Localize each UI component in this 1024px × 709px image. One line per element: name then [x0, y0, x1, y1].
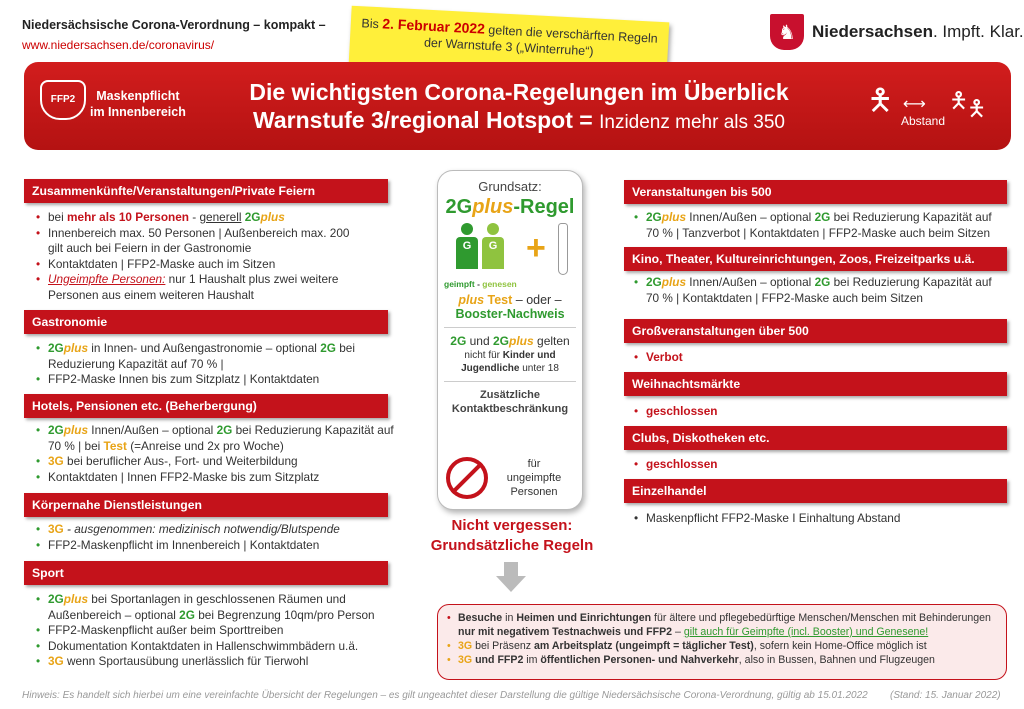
document-title: Niedersächsische Corona-Verordnung – kompakt –: [22, 18, 326, 32]
text: 3G: [48, 654, 64, 668]
text: bei Begrenzung 10qm/pro Person: [194, 607, 375, 622]
text: Personen: [510, 486, 558, 498]
section-body-title: Körpernahe Dienstleistungen: [24, 493, 388, 517]
text: und: [466, 334, 493, 348]
gatherings-list: [34, 210, 394, 303]
list-item: [446, 639, 996, 653]
section-clubs-title: Clubs, Diskotheken etc.: [624, 426, 1007, 450]
events500-list: [632, 210, 1008, 241]
list-item: [34, 272, 394, 303]
xmas-list: [632, 404, 1008, 420]
text: bei: [48, 210, 68, 224]
fig-letter: G: [482, 237, 504, 269]
vaccinated-recovered-figures: [438, 223, 582, 279]
text: – oder –: [512, 293, 562, 307]
text: Heimen und Einrichtungen: [516, 612, 652, 624]
reminder-heading: [420, 516, 604, 556]
test-swab-icon: [558, 223, 568, 275]
text: mehr als 10 Personen: [67, 210, 189, 224]
contact-restriction: [438, 388, 582, 416]
text: gilt auch bei Feiern in der Gastronomie: [48, 241, 252, 255]
list-item: [34, 654, 394, 670]
text: Außenbereich – optional: [48, 607, 180, 622]
text: bei Reduzierung Kapazität auf: [830, 275, 992, 289]
text: im: [523, 654, 541, 666]
text: 3G: [458, 640, 473, 652]
text: in: [502, 612, 517, 624]
divider: [444, 327, 576, 328]
banner-title-line1: Die wichtigsten Corona-Regelungen im Überblick: [249, 79, 789, 105]
text: plus: [472, 196, 514, 218]
kids-exemption: [438, 334, 582, 375]
list-item: [632, 275, 1008, 306]
text: –: [672, 626, 684, 638]
plus-test: [438, 293, 582, 307]
horse-crest-icon: ♞: [770, 14, 804, 50]
big-events-list: [632, 350, 1008, 366]
text: gelten: [533, 334, 570, 348]
list-item: [34, 592, 394, 623]
footer-hint: Hinweis: Es handelt sich hierbei um eine vereinfachte Übersicht der Regelungen – es gilt ungeachtet dieser Darstellung die gültige Niedersächsische Corona-Verordnung, gültig ab 15.01.2022: [22, 690, 868, 701]
list-item: [34, 210, 394, 226]
footer-stand: (Stand: 15. Januar 2022): [890, 690, 1001, 701]
distance-pictogram: [867, 84, 987, 134]
text: FFP2-Maske Innen bis zum Sitzplatz | Kontaktdaten: [48, 372, 320, 386]
text: 70 % | bei: [48, 438, 104, 453]
brand-bold: Niedersachsen: [812, 22, 933, 41]
text: und FFP2: [472, 654, 524, 666]
text: in Innen- und Außengastronomie – optional: [88, 341, 321, 355]
body-services-list: [34, 522, 394, 553]
vaccinated-person-icon: [456, 223, 478, 273]
text: Test: [103, 438, 127, 453]
section-xmas-title: Weihnachtsmärkte: [624, 372, 1007, 396]
no-syringe-icon: [446, 457, 488, 499]
text: für ältere und pflegebedürftige Menschen/Menschen mit Behinderungen: [651, 612, 991, 624]
list-item: [34, 454, 396, 470]
text: 70 % | Kontaktdaten | FFP2-Maske auch beim Sitzen: [646, 290, 923, 305]
text: Innen/Außen – optional: [686, 275, 815, 289]
text: generell: [199, 210, 242, 224]
sport-list: [34, 592, 394, 670]
text: ungeimpfte: [506, 472, 562, 484]
banner-title: [239, 78, 799, 137]
list-item: [34, 470, 396, 486]
text: Jugendliche: [461, 363, 520, 374]
text: unter 18: [519, 363, 559, 374]
recovered-person-icon: [482, 223, 504, 273]
text: 2G: [216, 423, 233, 437]
text: wenn Sportausübung unerlässlich für Tierwohl: [63, 654, 309, 668]
list-item: [34, 639, 394, 655]
section-retail-title: Einzelhandel: [624, 479, 1007, 503]
list-item: [446, 611, 996, 639]
section-hotels-title: Hotels, Pensionen etc. (Beherbergung): [24, 394, 388, 418]
text: plus: [509, 334, 534, 348]
text: , also in Bussen, Bahnen und Flugzeugen: [738, 654, 935, 666]
brand-rest: . Impft. Klar.: [932, 22, 1024, 41]
text: bei: [335, 341, 355, 355]
note-line2: der Warnstufe 3 („Winterruhe“): [423, 35, 594, 59]
clubs-list: [632, 457, 1008, 473]
list-item: [34, 341, 394, 372]
text: Kontaktdaten | FFP2-Maske auch im Sitzen: [48, 256, 276, 271]
text: -: [474, 279, 483, 289]
principle-sub: Grundsatz:: [478, 179, 542, 194]
brand-logo: [770, 14, 1024, 50]
text: Verbot: [646, 350, 683, 364]
list-item: [446, 653, 996, 667]
text: plus: [661, 210, 687, 224]
booster-proof: Booster-Nachweis: [455, 307, 565, 321]
list-item: [34, 423, 396, 454]
section-culture-title: Kino, Theater, Kultureinrichtungen, Zoos, Freizeitparks u.ä.: [624, 247, 1007, 271]
section-gatherings-title: Zusammenkünfte/Veranstaltungen/Private Feiern: [24, 179, 388, 203]
text: plus: [260, 210, 285, 224]
list-item: [632, 511, 1008, 527]
text: 2G: [450, 334, 467, 348]
rule-title: [438, 196, 582, 219]
mask-label: FFP2: [50, 94, 76, 105]
text: Zusätzliche: [480, 389, 540, 401]
text: für: [527, 458, 541, 470]
person-icon: 🯅: [949, 88, 969, 113]
divider: [444, 381, 576, 382]
text: am Arbeitsplatz (ungeimpft = täglicher Test): [533, 640, 754, 652]
list-item: [34, 623, 394, 639]
text: Test: [484, 293, 513, 307]
list-item: [632, 404, 1008, 420]
unvaccinated-label: [494, 457, 574, 499]
text: 2G: [48, 592, 64, 606]
text: geschlossen: [646, 457, 718, 471]
retail-list: [632, 511, 1008, 527]
section-big-events-title: Großveranstaltungen über 500: [624, 319, 1007, 343]
text: 2G: [244, 210, 261, 224]
double-arrow-icon: ⟷: [903, 96, 926, 113]
text: Innen/Außen – optional: [88, 423, 217, 437]
fig-letter: G: [456, 237, 478, 269]
plus-icon: +: [526, 229, 546, 267]
list-item: [34, 372, 394, 388]
text: Maskenpflicht FFP2-Maske I Einhaltung Abstand: [646, 511, 901, 525]
text: nur 1 Haushalt plus zwei weitere: [165, 272, 339, 286]
text: bei Reduzierung Kapazität auf: [232, 423, 394, 437]
caption-vaccinated: geimpft: [444, 279, 475, 289]
text: 2G: [646, 210, 662, 224]
text: nur mit negativem Testnachweis und FFP2: [458, 626, 673, 638]
text: 2G: [646, 275, 662, 289]
text: plus: [63, 341, 89, 355]
culture-list: [632, 275, 1008, 306]
mask-line2: im Innenbereich: [90, 105, 186, 119]
text: (=Anreise und 2x pro Woche): [126, 438, 284, 453]
text: Nicht vergessen:: [451, 517, 573, 534]
text: Innenbereich max. 50 Personen | Außenbereich max. 200: [48, 225, 350, 240]
section-sport-title: Sport: [24, 561, 388, 585]
text: bei Präsenz: [472, 640, 534, 652]
list-item: [34, 226, 394, 257]
note-line1-post: gelten die verschärften Regeln: [484, 22, 659, 46]
text: öffentlichen Personen- und Nahverkehr: [540, 654, 739, 666]
text: Kinder und: [502, 350, 556, 361]
text: - ausgenommen: medizinisch notwendig/Blutspende: [63, 522, 340, 536]
text: 3G: [48, 454, 64, 468]
banner-title-line2-bold: Warnstufe 3/regional Hotspot =: [253, 107, 600, 133]
list-item: [632, 210, 1008, 241]
text: Ungeimpfte Personen:: [48, 272, 166, 286]
website-link[interactable]: www.niedersachsen.de/coronavirus/: [22, 38, 215, 52]
text: 2G: [48, 341, 64, 355]
mask-requirement: [90, 88, 186, 120]
text: 2G: [179, 607, 195, 622]
text: FFP2-Maskenpflicht im Innenbereich | Kontaktdaten: [48, 537, 320, 552]
principle-box: [437, 170, 583, 510]
text: 2G: [48, 423, 64, 437]
text: plus: [63, 423, 89, 437]
distance-label: Abstand: [901, 114, 946, 128]
text: Personen aus einem weiteren Haushalt: [48, 287, 254, 302]
text: Reduzierung Kapazität auf 70 % |: [48, 356, 224, 371]
banner-title-line2-light: Inzidenz mehr als 350: [599, 112, 785, 133]
text: Innen/Außen – optional: [686, 210, 815, 224]
text: 2G: [493, 334, 510, 348]
text: Grundsätzliche Regeln: [430, 537, 594, 554]
text: geschlossen: [646, 404, 718, 418]
list-item: [632, 350, 1008, 366]
text: Kontaktdaten | Innen FFP2-Maske bis zum Sitzplatz: [48, 469, 320, 484]
text: , sofern kein Home-Office möglich ist: [753, 640, 927, 652]
text: 2G: [814, 275, 831, 289]
hotels-list: [34, 423, 396, 485]
section-events500-title: Veranstaltungen bis 500: [624, 180, 1007, 204]
list-item: [34, 522, 394, 538]
text: plus: [661, 275, 687, 289]
text: 2G: [814, 210, 831, 224]
person-icon: 🯅: [967, 96, 987, 121]
ffp2-mask-icon: [40, 80, 86, 120]
person-icon: 🯅: [867, 84, 894, 117]
arrow-down-icon: [496, 562, 526, 594]
mask-line1: Maskenpflicht: [96, 89, 180, 103]
list-item: [34, 538, 394, 554]
basic-rules-box: [437, 604, 1007, 680]
text: 2G: [445, 196, 473, 218]
text: bei Reduzierung Kapazität auf: [830, 210, 992, 224]
text: Kontaktbeschränkung: [451, 403, 569, 415]
text: plus: [63, 592, 89, 606]
text: bei Sportanlagen in geschlossenen Räumen und: [88, 592, 346, 606]
text: -Regel: [513, 196, 575, 218]
text: Dokumentation Kontaktdaten in Hallenschwimmbädern u.ä.: [48, 638, 359, 653]
note-date: 2. Februar 2022: [381, 15, 486, 37]
text: 3G: [48, 522, 64, 536]
text: Besuche: [458, 612, 503, 624]
note-pre: Bis: [361, 16, 383, 32]
text: 70 % | Tanzverbot | Kontaktdaten | FFP2-Maske auch beim Sitzen: [646, 225, 991, 240]
section-gastro-title: Gastronomie: [24, 310, 388, 334]
gastro-list: [34, 341, 394, 388]
list-item: [632, 457, 1008, 473]
text: FFP2-Maskenpflicht außer beim Sporttreiben: [48, 623, 284, 637]
text: -: [189, 210, 200, 224]
caption-recovered: genesen: [482, 279, 517, 289]
text: bei beruflicher Aus-, Fort- und Weiterbildung: [63, 454, 298, 468]
list-item: [34, 257, 394, 273]
text: 2G: [320, 341, 336, 355]
main-banner: [24, 62, 1011, 150]
text: gilt auch für Geimpfte (incl. Booster) und Genesene!: [683, 626, 929, 638]
text: nicht für: [464, 350, 503, 361]
text: plus: [458, 293, 485, 307]
text: 3G: [458, 654, 473, 666]
